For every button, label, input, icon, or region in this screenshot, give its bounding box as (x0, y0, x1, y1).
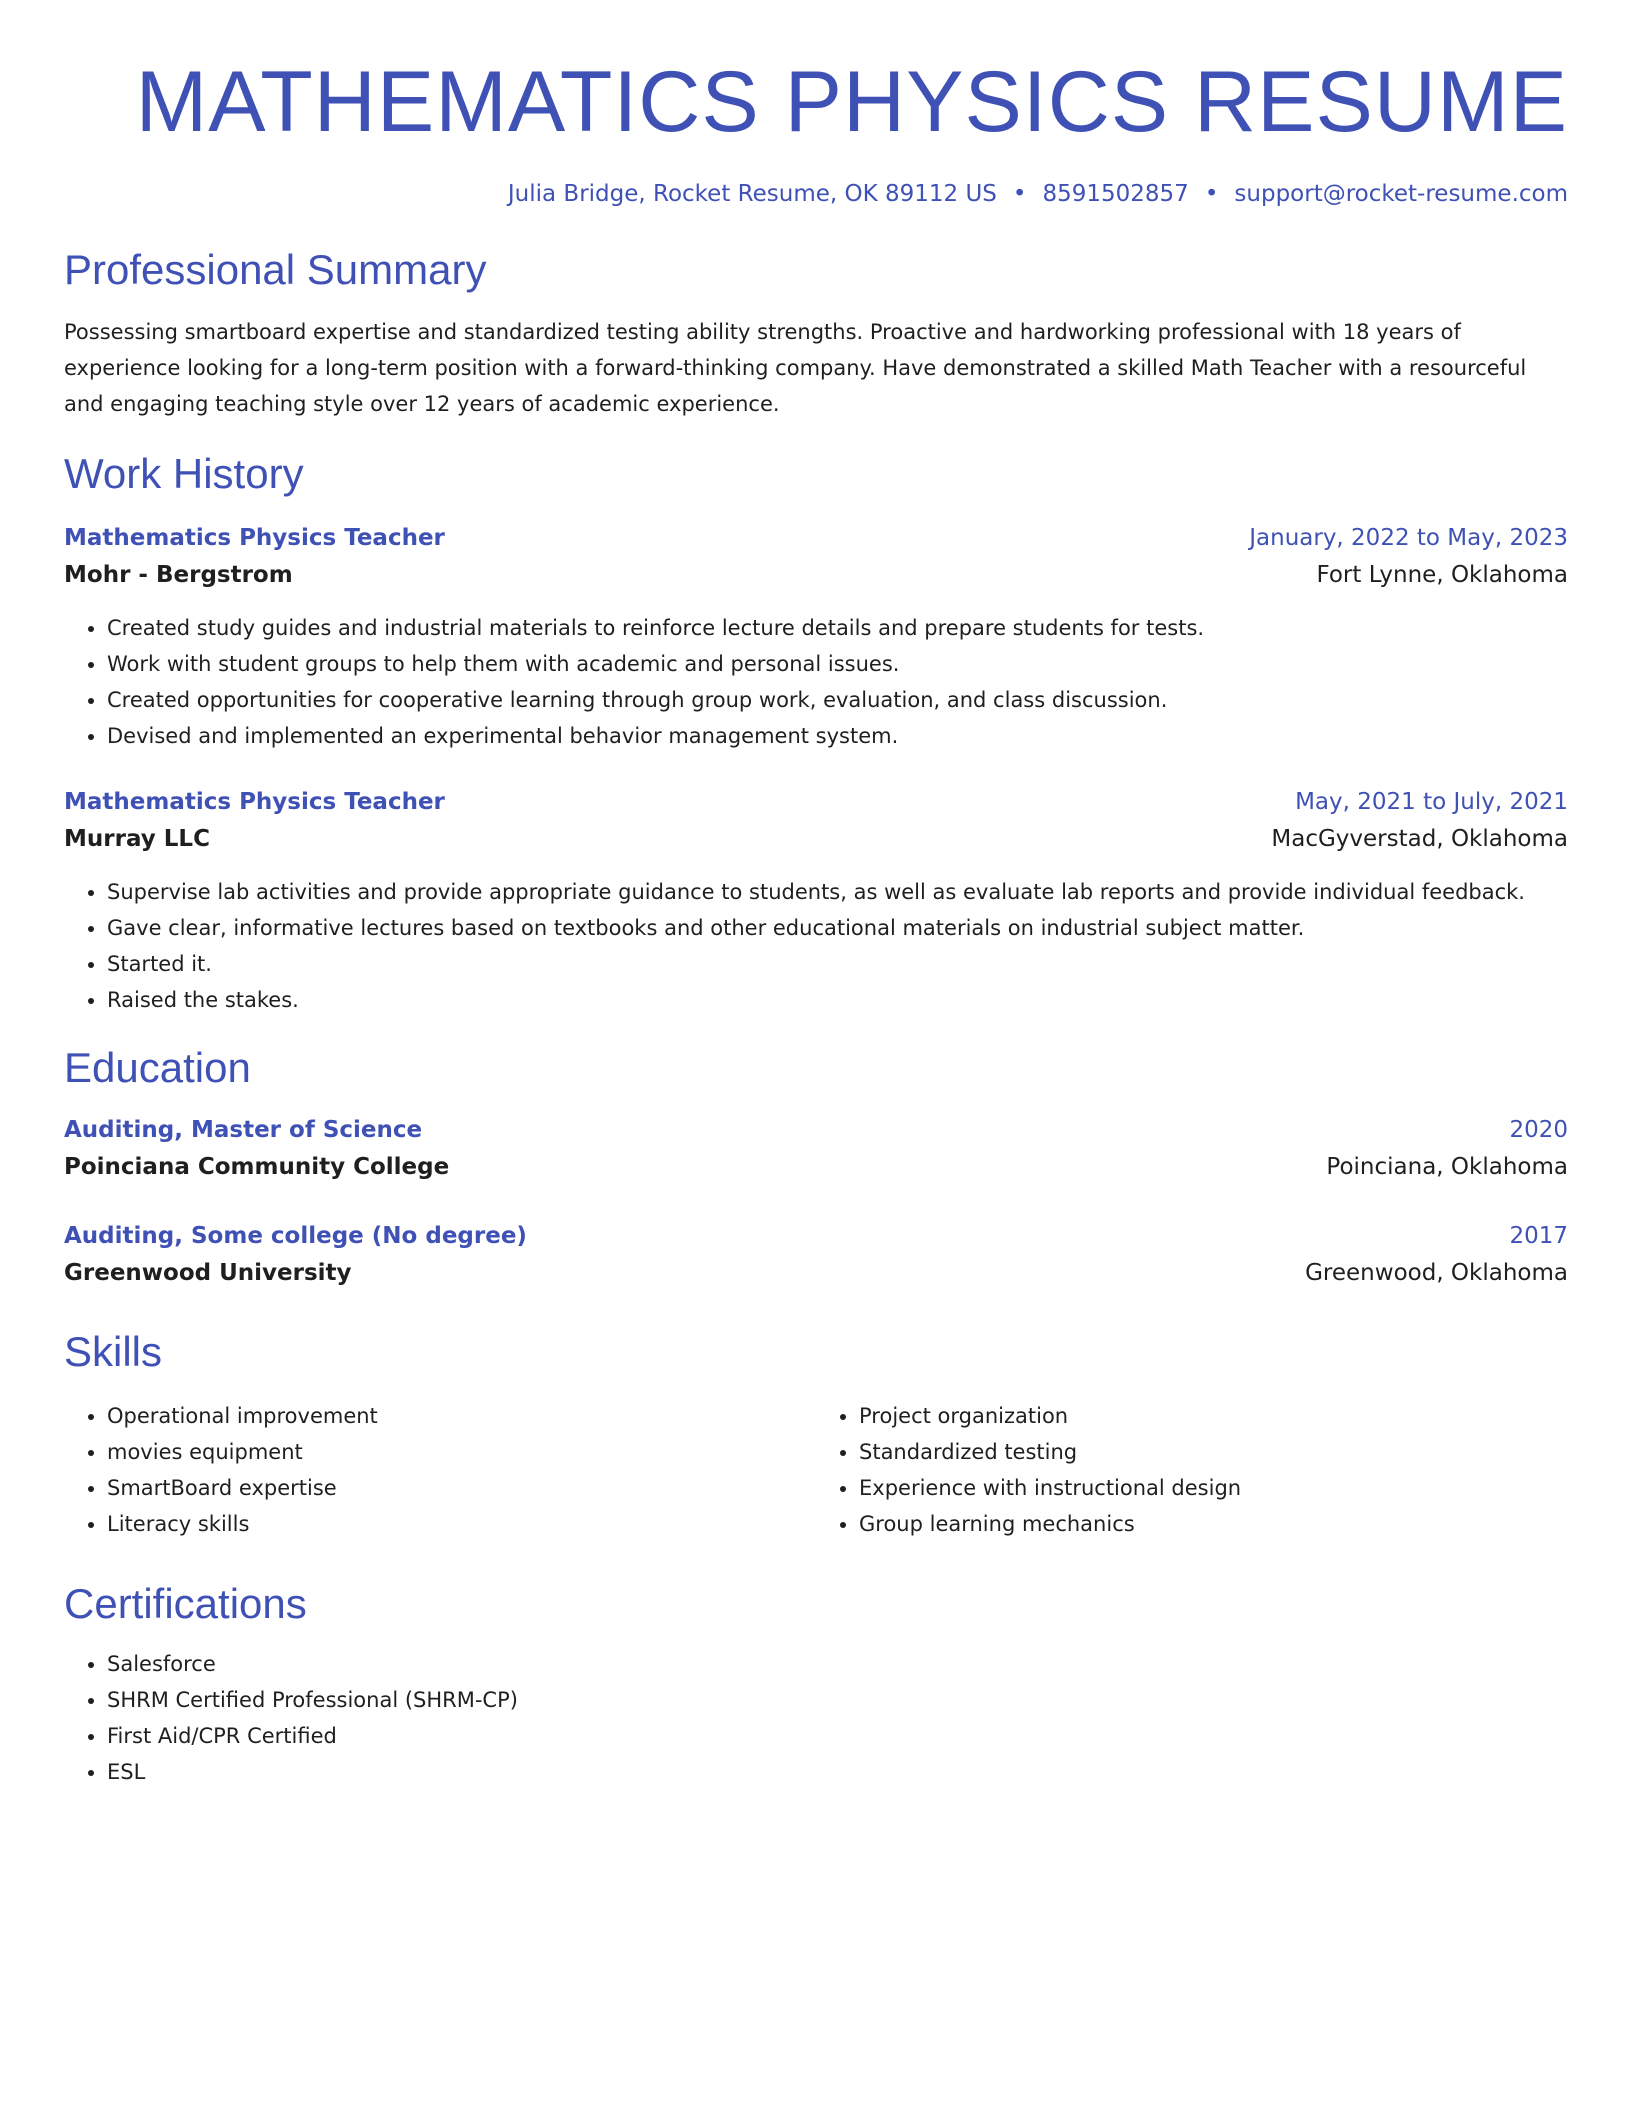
education-location: Poinciana, Oklahoma (1326, 1154, 1568, 1180)
education-school: Poinciana Community College (64, 1154, 450, 1180)
list-item: • Work with student groups to help them with academic and personal issues. (107, 646, 1568, 682)
job-bullets (64, 874, 1568, 1018)
list-item: • Created study guides and industrial materials to reinforce lecture details and prepare students for tests. (107, 610, 1568, 646)
work-history-heading: Work History (64, 450, 304, 497)
job-entry (64, 784, 1568, 1018)
list-item: • Devised and implemented an experimental behavior management system. (107, 718, 1568, 754)
skills-list-left (64, 1398, 816, 1542)
summary-section (64, 244, 1568, 422)
job-title: Mathematics Physics Teacher (64, 789, 445, 815)
skill-item: • Standardized testing (859, 1434, 1568, 1470)
contact-address: Julia Bridge, Rocket Resume, OK 89112 US (507, 181, 997, 207)
contact-phone: 8591502857 (1042, 181, 1189, 207)
job-entry (64, 520, 1568, 754)
list-item: • Gave clear, informative lectures based on textbooks and other educational materials on industrial subject matter. (107, 910, 1568, 946)
education-degree: Auditing, Some college (No degree) (64, 1223, 527, 1249)
contact-email: support@rocket-resume.com (1234, 181, 1568, 207)
education-school: Greenwood University (64, 1260, 352, 1286)
skills-columns (64, 1382, 1568, 1542)
education-section (64, 1042, 1568, 1292)
education-entry (64, 1218, 1568, 1292)
job-company: Murray LLC (64, 826, 210, 852)
skill-item: • Group learning mechanics (859, 1506, 1568, 1542)
certification-item: • First Aid/CPR Certified (107, 1718, 1568, 1754)
education-degree: Auditing, Master of Science (64, 1117, 423, 1143)
list-item: • Supervise lab activities and provide appropriate guidance to students, as well as evaluate lab reports and provide individual feedback. (107, 874, 1568, 910)
job-dates: January, 2022 to May, 2023 (1249, 525, 1568, 551)
certifications-heading: Certifications (64, 1580, 307, 1627)
work-history-section (64, 448, 1568, 1018)
certifications-list (64, 1646, 1568, 1790)
contact-separator: • (1204, 181, 1219, 207)
skills-list-right (816, 1398, 1568, 1542)
contact-separator: • (1012, 181, 1027, 207)
job-title: Mathematics Physics Teacher (64, 525, 445, 551)
skills-section (64, 1326, 1568, 1542)
list-item: • Started it. (107, 946, 1568, 982)
skill-item: • Project organization (859, 1398, 1568, 1434)
skill-item: • movies equipment (107, 1434, 816, 1470)
certification-item: • ESL (107, 1754, 1568, 1790)
certifications-section (64, 1578, 1568, 1790)
job-location: MacGyverstad, Oklahoma (1271, 826, 1568, 852)
job-dates: May, 2021 to July, 2021 (1295, 789, 1568, 815)
education-entry (64, 1112, 1568, 1186)
education-location: Greenwood, Oklahoma (1305, 1260, 1568, 1286)
list-item: • Raised the stakes. (107, 982, 1568, 1018)
job-bullets (64, 610, 1568, 754)
summary-text: Possessing smartboard expertise and standardized testing ability strengths. Proactive and hardworking professional with 18 years of experience looking for a long-term position with a forward-thinking company. Have demonstrated a skilled Math Teacher with a resourceful and engaging teaching style over 12 years of academic experience. (64, 320, 1527, 416)
job-location: Fort Lynne, Oklahoma (1316, 562, 1568, 588)
skill-item: • SmartBoard expertise (107, 1470, 816, 1506)
skill-item: • Operational improvement (107, 1398, 816, 1434)
skill-item: • Experience with instructional design (859, 1470, 1568, 1506)
education-year: 2020 (1509, 1117, 1568, 1143)
education-year: 2017 (1509, 1223, 1568, 1249)
summary-heading: Professional Summary (64, 246, 487, 293)
list-item: • Created opportunities for cooperative learning through group work, evaluation, and class discussion. (107, 682, 1568, 718)
job-company: Mohr - Bergstrom (64, 562, 293, 588)
certification-item: • SHRM Certified Professional (SHRM-CP) (107, 1682, 1568, 1718)
resume-title: MATHEMATICS PHYSICS RESUME (135, 54, 1568, 150)
education-heading: Education (64, 1044, 251, 1091)
skills-heading: Skills (64, 1328, 163, 1375)
resume-header (64, 52, 1568, 210)
certification-item: • Salesforce (107, 1646, 1568, 1682)
contact-line (64, 178, 1568, 210)
skill-item: • Literacy skills (107, 1506, 816, 1542)
